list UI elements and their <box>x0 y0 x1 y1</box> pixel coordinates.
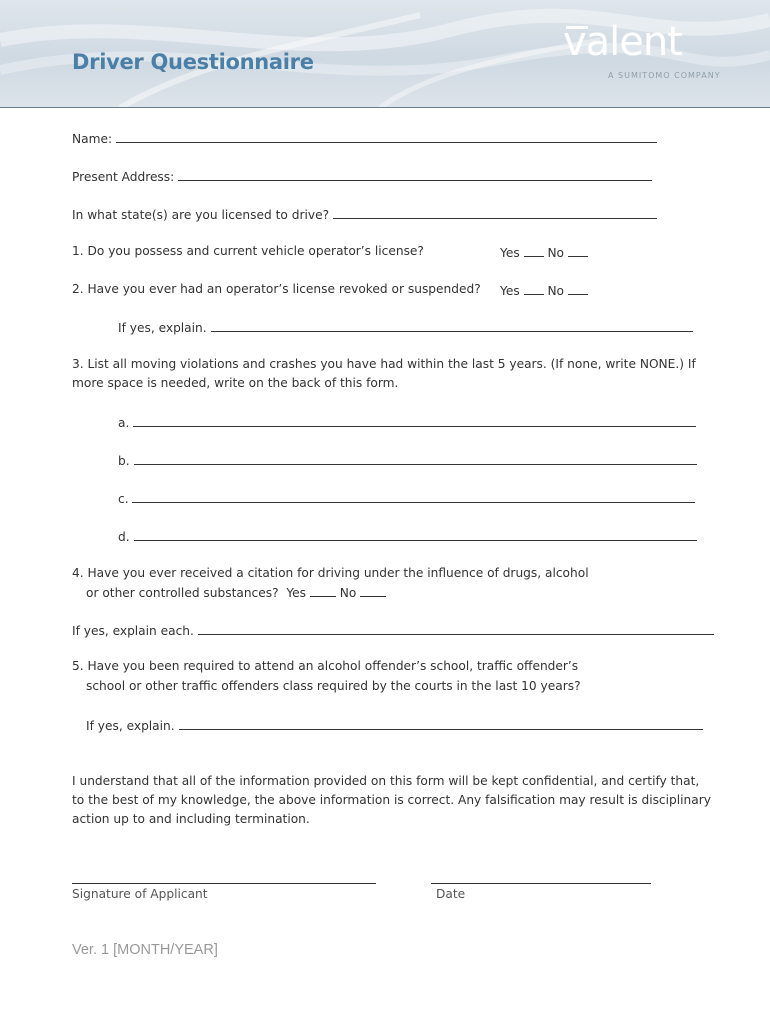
q3-item-a-line[interactable] <box>133 414 696 427</box>
q1-no-blank[interactable] <box>568 244 588 257</box>
date-line[interactable] <box>431 883 651 884</box>
header-divider <box>0 107 770 108</box>
q4-yes-blank[interactable] <box>310 584 336 597</box>
question-5-line-2: school or other traffic offenders class required by the courts in the last 10 years? <box>86 679 581 693</box>
statement-line-3: action up to and including termination. <box>72 812 310 826</box>
yes-label: Yes <box>286 586 307 600</box>
name-field <box>72 130 657 146</box>
q3-item-label: d. <box>118 530 130 544</box>
q2-yes-blank[interactable] <box>524 282 544 295</box>
q2-yes-no <box>500 282 588 298</box>
signature-label: Signature of Applicant <box>72 887 208 901</box>
q3-item-label: c. <box>118 492 129 506</box>
q2-explain-label: If yes, explain. <box>118 321 207 335</box>
no-label: No <box>339 586 357 600</box>
question-1: 1. Do you possess and current vehicle operator’s license? <box>72 244 424 258</box>
q5-explain-label: If yes, explain. <box>86 719 175 733</box>
q2-explain-field <box>118 319 693 335</box>
address-label: Present Address: <box>72 170 175 184</box>
q4-explain-label: If yes, explain each. <box>72 624 194 638</box>
page-title: Driver Questionnaire <box>72 50 314 74</box>
q3-item-label: b. <box>118 454 130 468</box>
q3-item-d <box>118 528 697 544</box>
question-4-line-1: 4. Have you ever received a citation for driving under the influence of drugs, alcohol <box>72 566 589 580</box>
question-4-line-2 <box>86 584 386 600</box>
q4-no-blank[interactable] <box>360 584 386 597</box>
name-line[interactable] <box>116 130 657 143</box>
name-label: Name: <box>72 132 113 146</box>
header-banner <box>0 0 770 108</box>
q2-explain-line[interactable] <box>211 319 693 332</box>
statement-line-2: to the best of my knowledge, the above information is correct. Any falsification may result is disciplinary <box>72 793 711 807</box>
q5-explain-field <box>86 717 703 733</box>
q4-explain-line[interactable] <box>198 622 714 635</box>
statement-line-1: I understand that all of the information provided on this form will be kept confidential, and certify that, <box>72 774 700 788</box>
q1-yes-no <box>500 244 588 260</box>
states-label: In what state(s) are you licensed to drive? <box>72 208 330 222</box>
states-field <box>72 206 657 222</box>
question-3-line-2: more space is needed, write on the back of this form. <box>72 376 399 390</box>
q4-text: or other controlled substances? <box>86 586 279 600</box>
q5-explain-line[interactable] <box>179 717 703 730</box>
q2-no-blank[interactable] <box>568 282 588 295</box>
q3-item-b <box>118 452 697 468</box>
q3-item-c-line[interactable] <box>132 490 695 503</box>
question-3-line-1: 3. List all moving violations and crashes you have had within the last 5 years. (If none, write NONE.) If <box>72 357 696 371</box>
q3-item-d-line[interactable] <box>134 528 697 541</box>
address-line[interactable] <box>178 168 652 181</box>
yes-label: Yes <box>500 246 520 260</box>
date-label: Date <box>436 887 466 901</box>
signature-line[interactable] <box>72 883 376 884</box>
valent-logo: valent <box>563 19 682 65</box>
version-label: Ver. 1 [MONTH/YEAR] <box>72 942 218 958</box>
q4-explain-field <box>72 622 714 638</box>
states-line[interactable] <box>333 206 657 219</box>
question-5-line-1: 5. Have you been required to attend an alcohol offender’s school, traffic offender’s <box>72 659 579 673</box>
no-label: No <box>547 284 565 298</box>
q3-item-b-line[interactable] <box>134 452 697 465</box>
q1-yes-blank[interactable] <box>524 244 544 257</box>
no-label: No <box>547 246 565 260</box>
question-2: 2. Have you ever had an operator’s license revoked or suspended? <box>72 282 481 296</box>
yes-label: Yes <box>500 284 520 298</box>
q3-item-c <box>118 490 695 506</box>
logo-subtitle: A SUMITOMO COMPANY <box>608 71 721 80</box>
q3-item-label: a. <box>118 416 130 430</box>
address-field <box>72 168 652 184</box>
q3-item-a <box>118 414 696 430</box>
